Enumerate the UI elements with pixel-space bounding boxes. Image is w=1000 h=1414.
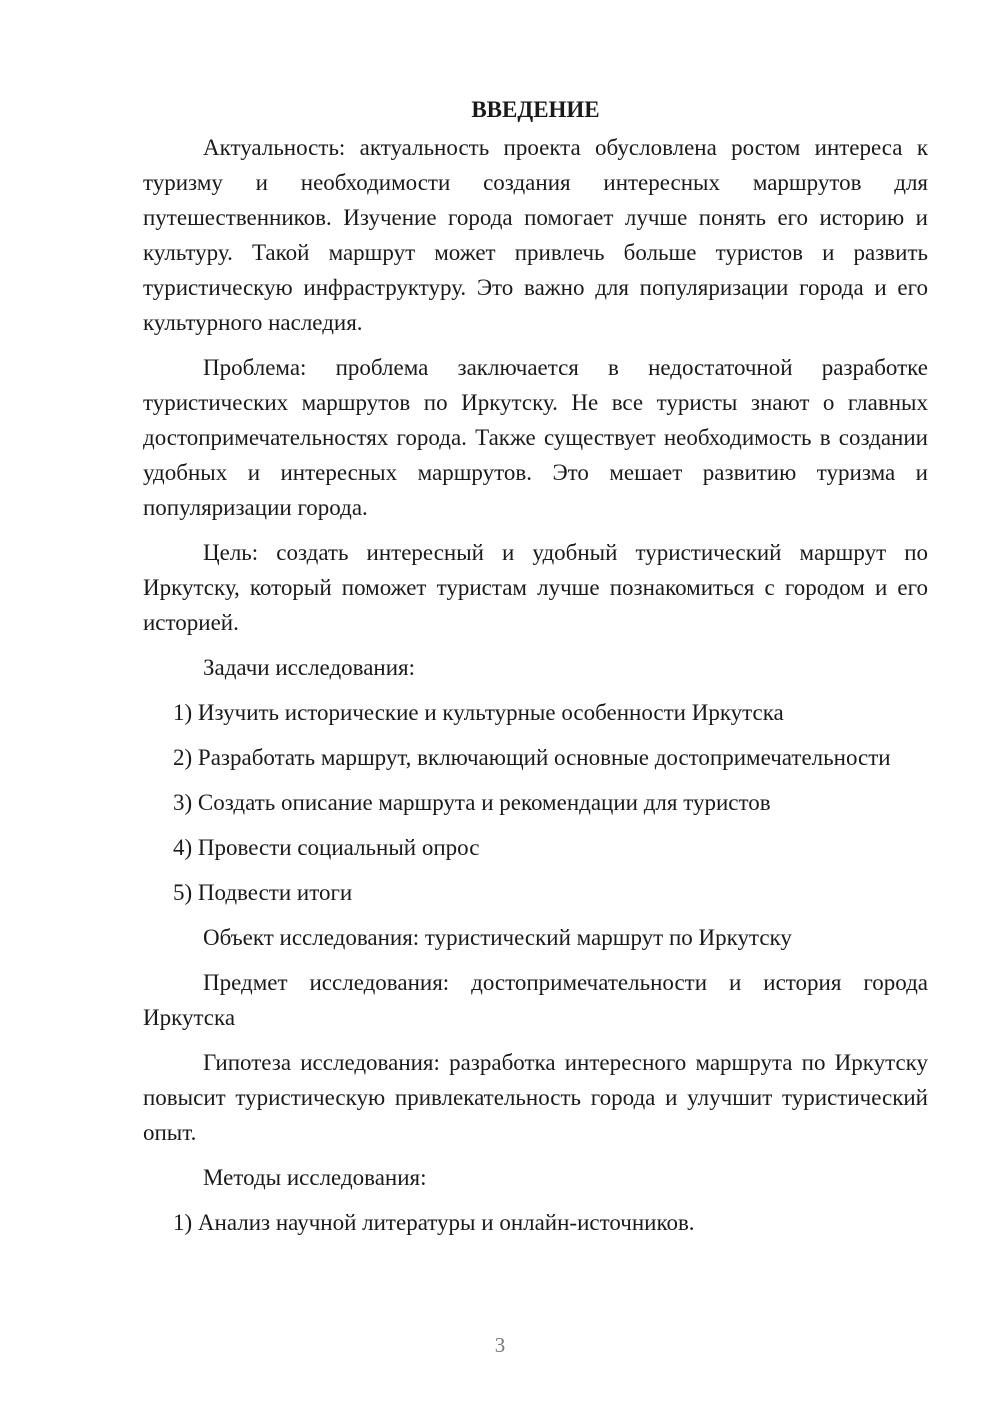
relevance-paragraph: Актуальность: актуальность проекта обусловлена ростом интереса к туризму и необходимости создания интересных маршрутов для путешественников. Изучение города помогает лучше понять его историю и культуру. Такой маршрут может привлечь больше туристов и развить туристическую инфраструктуру. Это важно для популяризации города и его культурного наследия. [143,135,928,335]
task-item-2: 2) Разработать маршрут, включающий основные достопримечательности [173,745,891,770]
subject-paragraph: Предмет исследования: достопримечательности и история города Иркутска [143,970,928,1030]
page-number: 3 [494,1333,506,1357]
tasks-heading: Задачи исследования: [203,655,416,680]
goal-paragraph: Цель: создать интересный и удобный туристический маршрут по Иркутску, который поможет туристам лучше познакомиться с городом и его историей. [143,540,928,635]
methods-heading: Методы исследования: [203,1165,427,1190]
task-item-1: 1) Изучить исторические и культурные особенности Иркутска [173,700,784,725]
object-paragraph: Объект исследования: туристический маршрут по Иркутску [203,925,792,950]
task-item-3: 3) Создать описание маршрута и рекомендации для туристов [173,790,771,815]
problem-paragraph: Проблема: проблема заключается в недостаточной разработке туристических маршрутов по Иркутску. Не все туристы знают о главных достопримечательностях города. Также существует необходимость в создании удобных и интересных маршрутов. Это мешает развитию туризма и популяризации города. [143,355,928,520]
page-title: ВВЕДЕНИЕ [471,97,600,122]
hypothesis-paragraph: Гипотеза исследования: разработка интересного маршрута по Иркутску повысит туристическую привлекательность города и улучшит туристический опыт. [143,1050,928,1145]
document-body [143,92,928,1250]
task-item-4: 4) Провести социальный опрос [173,835,480,860]
task-item-5: 5) Подвести итоги [173,880,353,905]
method-item-1: 1) Анализ научной литературы и онлайн-источников. [173,1210,695,1235]
